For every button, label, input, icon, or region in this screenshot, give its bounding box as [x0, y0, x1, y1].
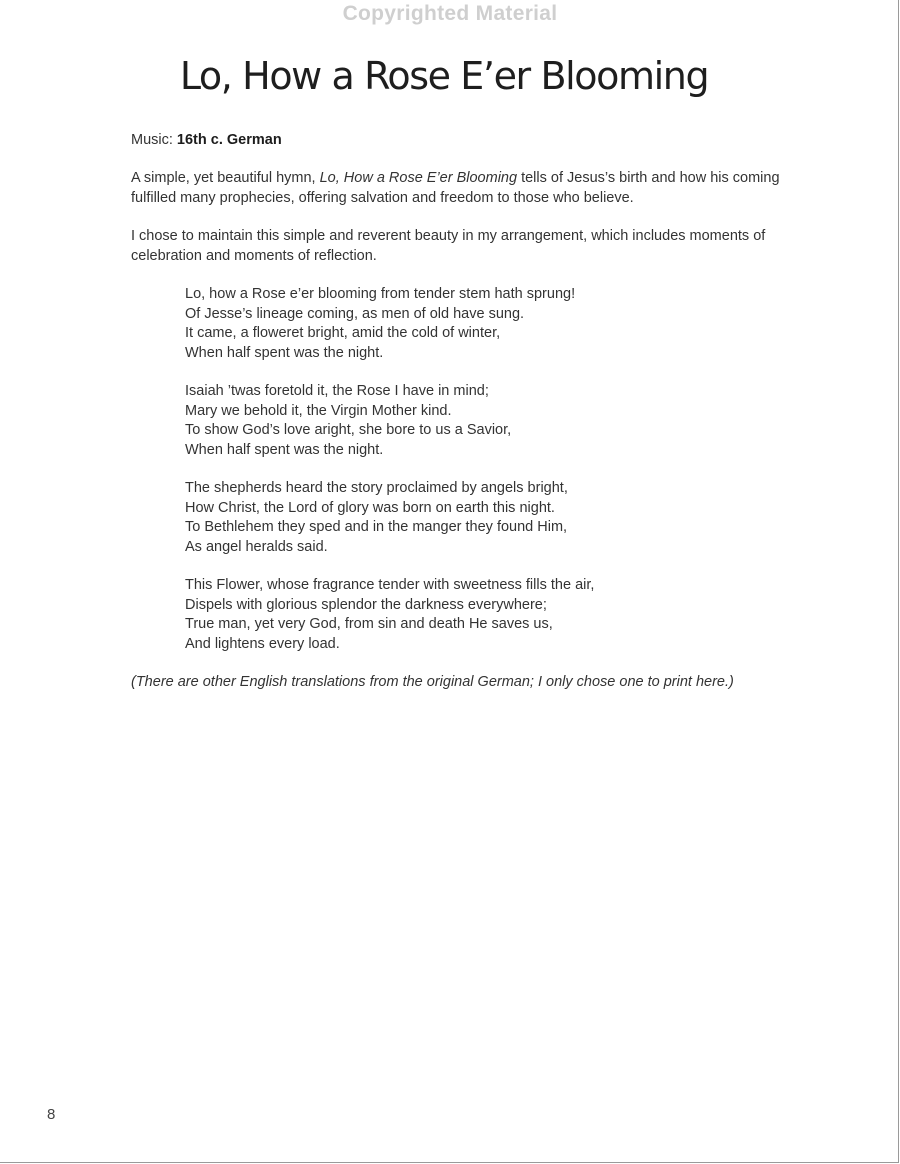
verse-line: To show God’s love aright, she bore to us a Savior, [185, 422, 512, 438]
verse-line: And lightens every load. [185, 635, 340, 652]
verse-line: True man, yet very God, from sin and death He saves us, [185, 616, 553, 632]
intro-hymn-title: Lo, How a Rose E’er Blooming [319, 170, 518, 186]
copyright-watermark: Copyrighted Material [342, 2, 558, 25]
music-value: 16th c. German [176, 132, 282, 148]
verse-line: Mary we behold it, the Virgin Mother kind. [185, 402, 452, 419]
page-title: Lo, How a Rose E’er Blooming [179, 54, 709, 98]
music-credit [131, 132, 282, 148]
intro-paragraph [131, 169, 811, 208]
page-number: 8 [47, 1106, 56, 1123]
verse-2 [185, 382, 805, 460]
arrangement-paragraph: I chose to maintain this simple and reverent beauty in my arrangement, which includes moments of celebration and moments of reflection. [131, 228, 766, 264]
verse-line: Dispels with glorious splendor the darkness everywhere; [185, 596, 547, 613]
verse-1 [185, 285, 805, 363]
verse-line: To Bethlehem they sped and in the manger they found Him, [185, 519, 568, 535]
verse-3 [185, 479, 805, 557]
music-label: Music: [131, 132, 177, 148]
verse-line: It came, a floweret bright, amid the cold of winter, [185, 325, 501, 341]
verse-line: Isaiah ’twas foretold it, the Rose I have in mind; [185, 383, 489, 399]
intro-prefix: A simple, yet beautiful hymn, [131, 170, 320, 186]
verse-line: When half spent was the night. [185, 441, 384, 458]
verse-line: As angel heralds said. [185, 538, 328, 555]
verse-4 [185, 576, 805, 654]
verse-line: When half spent was the night. [185, 344, 384, 361]
verse-line: The shepherds heard the story proclaimed by angels bright, [185, 480, 568, 496]
verse-line: This Flower, whose fragrance tender with sweetness fills the air, [185, 577, 595, 593]
translation-note: (There are other English translations from the original German; I only chose one to print here.) [131, 674, 734, 690]
verse-line: Lo, how a Rose e’er blooming from tender stem hath sprung! [185, 286, 576, 302]
verse-line: How Christ, the Lord of glory was born on earth this night. [185, 499, 555, 516]
verse-line: Of Jesse’s lineage coming, as men of old have sung. [185, 305, 525, 322]
intro-suffix: tells of Jesus’s birth and how his coming fulfilled many prophecies, offering salvation and freedom to those who believe. [131, 170, 780, 206]
